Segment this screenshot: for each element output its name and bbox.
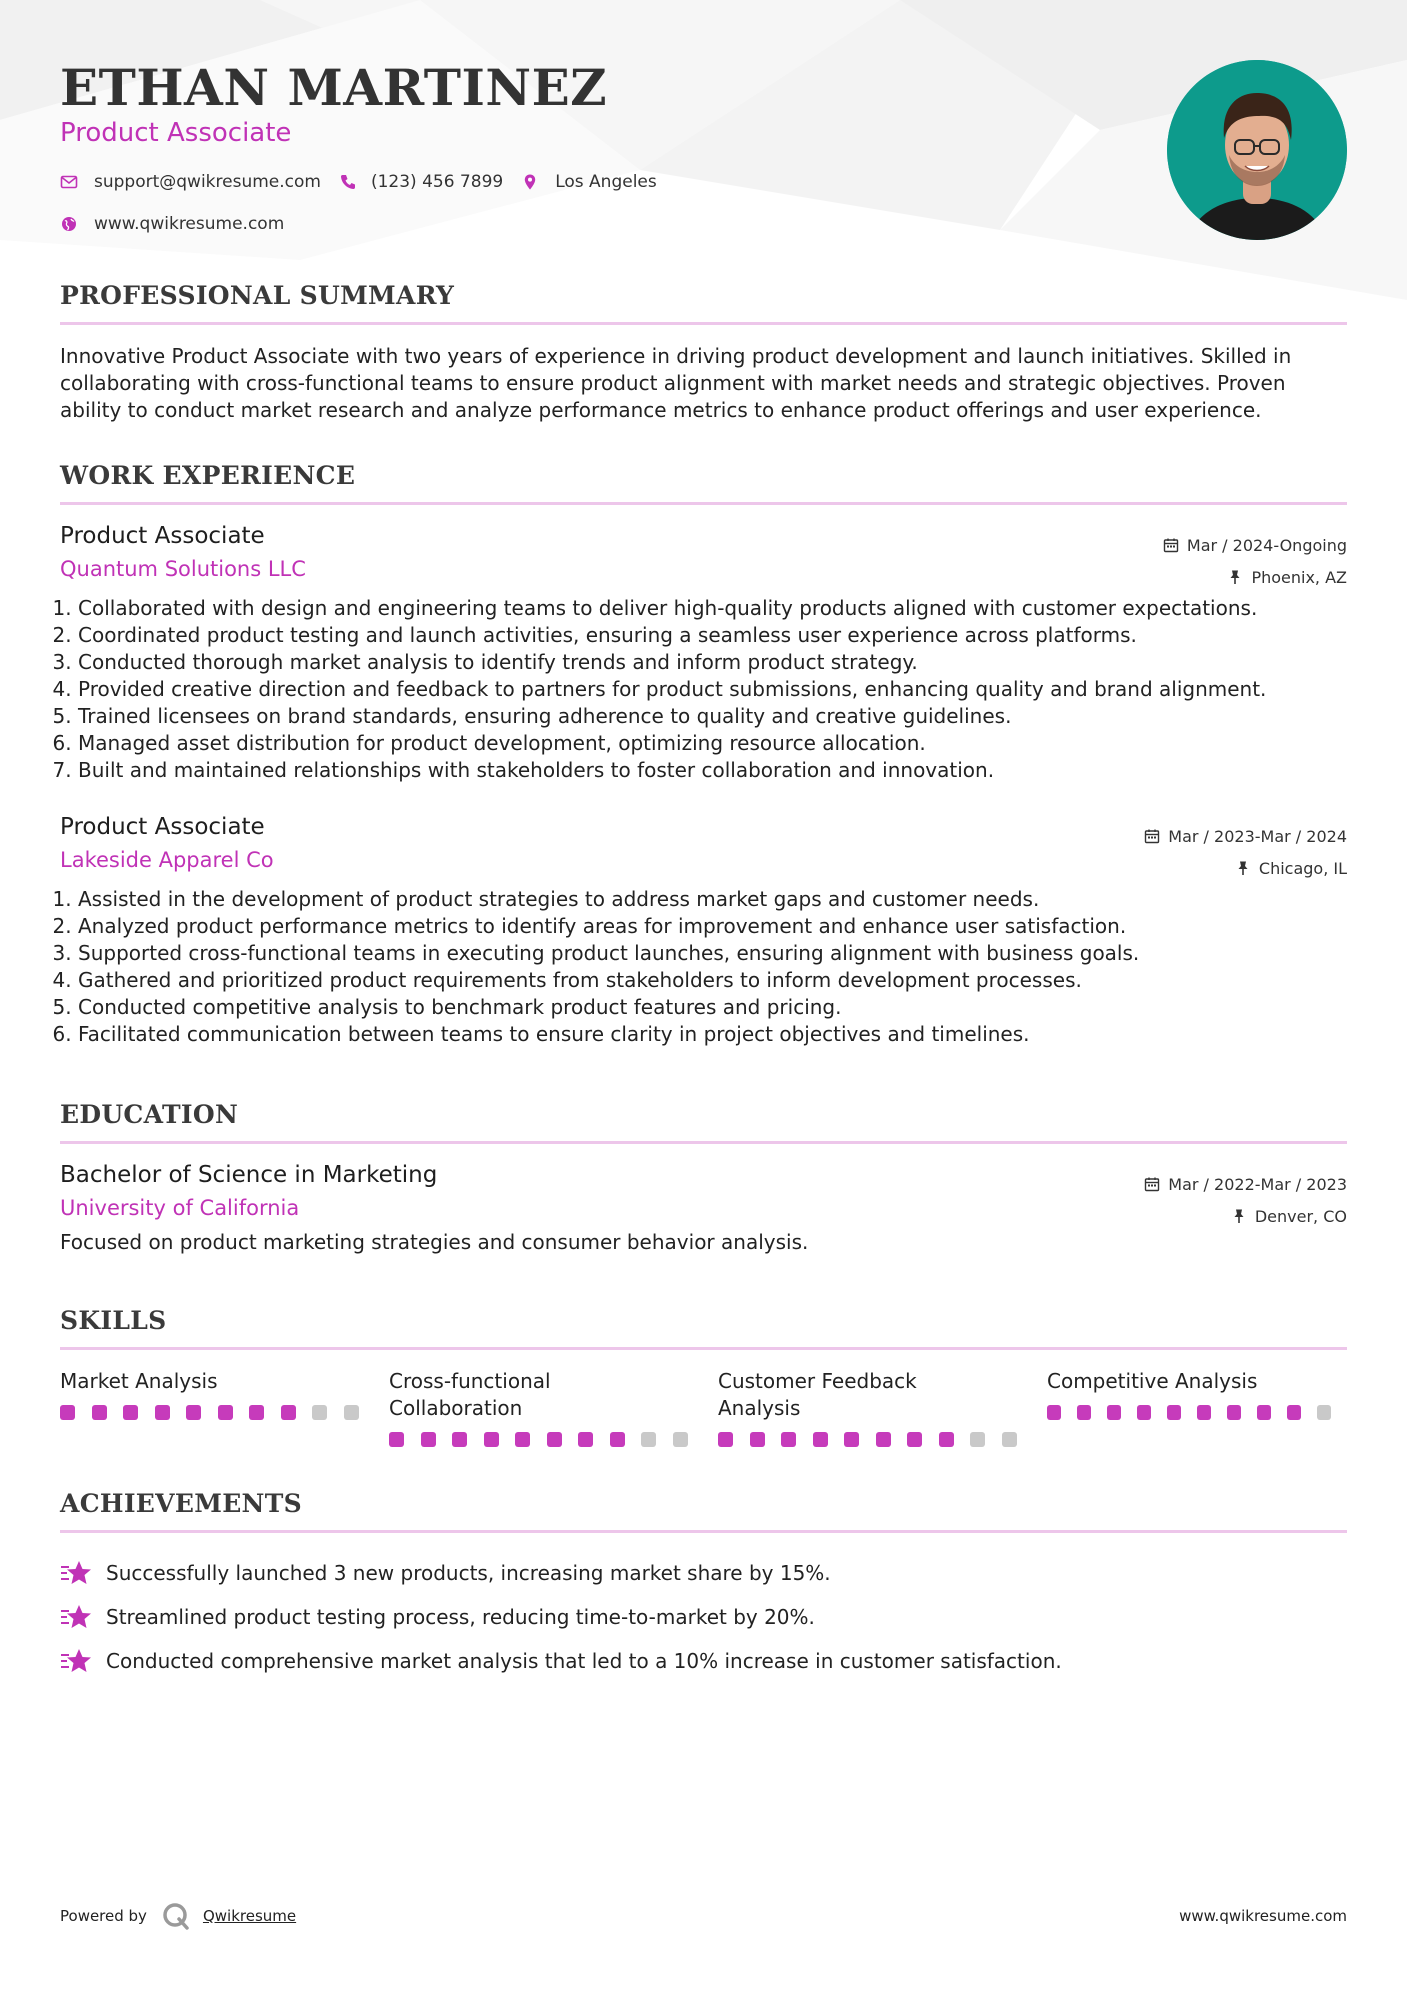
skill-item bbox=[389, 1368, 718, 1447]
rating-dot-empty bbox=[673, 1432, 688, 1447]
list-item: 2. Coordinated product testing and launch activities, ensuring a seamless user experience across platforms. bbox=[78, 622, 1347, 649]
rating-dot-filled bbox=[578, 1432, 593, 1447]
footer-website-link[interactable]: www.qwikresume.com bbox=[1179, 1907, 1347, 1925]
rating-dot-filled bbox=[547, 1432, 562, 1447]
education-location-text: Denver, CO bbox=[1254, 1206, 1347, 1226]
achievement-item bbox=[60, 1595, 1347, 1639]
education-dates-text: Mar / 2022-Mar / 2023 bbox=[1168, 1174, 1347, 1194]
achievement-text: Successfully launched 3 new products, increasing market share by 15%. bbox=[106, 1561, 831, 1585]
calendar-icon bbox=[1144, 1176, 1160, 1192]
section-heading-education: EDUCATION bbox=[60, 1100, 239, 1129]
email-text: support@qwikresume.com bbox=[94, 172, 321, 192]
rating-dot-filled bbox=[844, 1432, 859, 1447]
rating-dot-filled bbox=[610, 1432, 625, 1447]
job-entry bbox=[60, 523, 1347, 784]
list-item: 6. Managed asset distribution for product development, optimizing resource allocation. bbox=[78, 730, 1347, 757]
skill-name: Customer Feedback Analysis bbox=[718, 1369, 917, 1420]
map-pin-icon bbox=[521, 173, 539, 191]
rating-dot-filled bbox=[155, 1405, 170, 1420]
skill-rating bbox=[1047, 1405, 1347, 1420]
education-location bbox=[1144, 1200, 1347, 1232]
job-location bbox=[1163, 561, 1347, 593]
rating-dot-filled bbox=[123, 1405, 138, 1420]
skills-section bbox=[60, 1306, 1347, 1447]
qwikresume-logo-icon bbox=[161, 1901, 191, 1931]
company-name: Lakeside Apparel Co bbox=[60, 848, 274, 872]
rating-dot-empty bbox=[344, 1405, 359, 1420]
section-divider bbox=[60, 502, 1347, 505]
rating-dot-filled bbox=[389, 1432, 404, 1447]
rating-dot-empty bbox=[970, 1432, 985, 1447]
skill-name: Market Analysis bbox=[60, 1369, 218, 1393]
summary-section bbox=[60, 281, 1347, 424]
rating-dot-filled bbox=[1287, 1405, 1301, 1420]
rating-dot-filled bbox=[421, 1432, 436, 1447]
skill-rating bbox=[389, 1432, 718, 1447]
rating-dot-empty bbox=[1002, 1432, 1017, 1447]
experience-section bbox=[60, 461, 1347, 1048]
job-title: Product Associate bbox=[60, 814, 265, 840]
education-description: Focused on product marketing strategies and consumer behavior analysis. bbox=[60, 1230, 809, 1254]
list-item: 5. Trained licensees on brand standards, ensuring adherence to quality and creative guidelines. bbox=[78, 703, 1347, 730]
rating-dot-empty bbox=[641, 1432, 656, 1447]
rating-dot-filled bbox=[515, 1432, 530, 1447]
skill-name: Cross-functional Collaboration bbox=[389, 1369, 551, 1420]
rating-dot-filled bbox=[484, 1432, 499, 1447]
candidate-name: ETHAN MARTINEZ bbox=[60, 58, 608, 117]
skill-item bbox=[60, 1368, 389, 1447]
globe-icon bbox=[60, 215, 78, 233]
list-item: 5. Conducted competitive analysis to benchmark product features and pricing. bbox=[78, 994, 1347, 1021]
rating-dot-filled bbox=[92, 1405, 107, 1420]
degree-title: Bachelor of Science in Marketing bbox=[60, 1162, 438, 1188]
rating-dot-filled bbox=[1227, 1405, 1241, 1420]
job-dates bbox=[1163, 529, 1347, 561]
pushpin-icon bbox=[1227, 569, 1243, 585]
list-item: 1. Collaborated with design and engineering teams to deliver high-quality products aligned with customer expectations. bbox=[78, 595, 1347, 622]
list-item: 3. Conducted thorough market analysis to identify trends and inform product strategy. bbox=[78, 649, 1347, 676]
section-heading-skills: SKILLS bbox=[60, 1306, 167, 1335]
company-name: Quantum Solutions LLC bbox=[60, 557, 306, 581]
education-dates bbox=[1144, 1168, 1347, 1200]
star-badge-icon bbox=[60, 1603, 92, 1631]
job-bullets bbox=[60, 595, 1347, 784]
contact-phone[interactable] bbox=[339, 172, 503, 192]
rating-dot-filled bbox=[750, 1432, 765, 1447]
rating-dot-filled bbox=[781, 1432, 796, 1447]
rating-dot-filled bbox=[718, 1432, 733, 1447]
rating-dot-empty bbox=[1317, 1405, 1331, 1420]
location-text: Los Angeles bbox=[555, 172, 657, 192]
achievement-item bbox=[60, 1551, 1347, 1595]
rating-dot-filled bbox=[939, 1432, 954, 1447]
job-dates-text: Mar / 2024-Ongoing bbox=[1186, 535, 1347, 555]
list-item: 2. Analyzed product performance metrics to identify areas for improvement and enhance user satisfaction. bbox=[78, 913, 1347, 940]
rating-dot-filled bbox=[1137, 1405, 1151, 1420]
list-item: 1. Assisted in the development of product strategies to address market gaps and customer needs. bbox=[78, 886, 1347, 913]
candidate-title: Product Associate bbox=[60, 118, 292, 148]
page-footer bbox=[60, 1896, 1347, 1936]
rating-dot-empty bbox=[312, 1405, 327, 1420]
rating-dot-filled bbox=[186, 1405, 201, 1420]
list-item: 4. Provided creative direction and feedback to partners for product submissions, enhancing quality and brand alignment. bbox=[78, 676, 1347, 703]
skill-item bbox=[718, 1368, 1047, 1447]
contact-website[interactable] bbox=[60, 214, 284, 234]
job-bullets bbox=[60, 886, 1347, 1048]
rating-dot-filled bbox=[60, 1405, 75, 1420]
section-heading-summary: PROFESSIONAL SUMMARY bbox=[60, 281, 455, 310]
phone-icon bbox=[339, 173, 357, 191]
achievements-list bbox=[60, 1551, 1347, 1683]
list-item: 4. Gathered and prioritized product requirements from stakeholders to inform development processes. bbox=[78, 967, 1347, 994]
job-location-text: Phoenix, AZ bbox=[1251, 567, 1347, 587]
section-divider bbox=[60, 1347, 1347, 1350]
achievement-text: Streamlined product testing process, reducing time-to-market by 20%. bbox=[106, 1605, 815, 1629]
summary-text: Innovative Product Associate with two years of experience in driving product development and launch initiatives. Skilled in collaborating with cross-functional teams to ensure product alignment with market needs and strategic objectives. Proven ability to conduct market research and analyze performance metrics to enhance product offerings and user experience. bbox=[60, 344, 1292, 422]
achievement-text: Conducted comprehensive market analysis that led to a 10% increase in customer satisfaction. bbox=[106, 1649, 1062, 1673]
job-dates bbox=[1144, 820, 1347, 852]
job-meta bbox=[1163, 529, 1347, 593]
list-item: 3. Supported cross-functional teams in executing product launches, ensuring alignment with business goals. bbox=[78, 940, 1347, 967]
resume-header bbox=[60, 0, 1347, 250]
job-location-text: Chicago, IL bbox=[1258, 858, 1347, 878]
rating-dot-filled bbox=[1197, 1405, 1211, 1420]
rating-dot-filled bbox=[1257, 1405, 1271, 1420]
skill-item bbox=[1047, 1368, 1347, 1447]
job-meta bbox=[1144, 820, 1347, 884]
rating-dot-filled bbox=[452, 1432, 467, 1447]
rating-dot-filled bbox=[876, 1432, 891, 1447]
website-text: www.qwikresume.com bbox=[94, 214, 285, 234]
rating-dot-filled bbox=[1107, 1405, 1121, 1420]
education-entry bbox=[60, 1162, 1347, 1254]
contact-location bbox=[521, 172, 657, 192]
brand-link[interactable]: Qwikresume bbox=[202, 1907, 297, 1925]
section-heading-achievements: ACHIEVEMENTS bbox=[60, 1489, 302, 1518]
achievements-section bbox=[60, 1489, 1347, 1683]
envelope-icon bbox=[60, 173, 78, 191]
pushpin-icon bbox=[1235, 860, 1251, 876]
skill-rating bbox=[718, 1432, 1047, 1447]
star-badge-icon bbox=[60, 1559, 92, 1587]
star-badge-icon bbox=[60, 1647, 92, 1675]
section-divider bbox=[60, 1141, 1347, 1144]
contact-email[interactable] bbox=[60, 172, 321, 192]
pushpin-icon bbox=[1231, 1208, 1247, 1224]
rating-dot-filled bbox=[907, 1432, 922, 1447]
education-meta bbox=[1144, 1168, 1347, 1232]
rating-dot-filled bbox=[218, 1405, 233, 1420]
rating-dot-filled bbox=[1077, 1405, 1091, 1420]
list-item: 7. Built and maintained relationships with stakeholders to foster collaboration and innovation. bbox=[78, 757, 1347, 784]
section-divider bbox=[60, 1530, 1347, 1533]
contact-row-website bbox=[60, 214, 302, 234]
job-dates-text: Mar / 2023-Mar / 2024 bbox=[1168, 826, 1347, 846]
list-item: 6. Facilitated communication between teams to ensure clarity in project objectives and timelines. bbox=[78, 1021, 1347, 1048]
section-heading-experience: WORK EXPERIENCE bbox=[60, 461, 356, 490]
skills-grid bbox=[60, 1368, 1347, 1447]
job-entry bbox=[60, 814, 1347, 1048]
rating-dot-filled bbox=[281, 1405, 296, 1420]
rating-dot-filled bbox=[1167, 1405, 1181, 1420]
school-name: University of California bbox=[60, 1196, 300, 1220]
job-title: Product Associate bbox=[60, 523, 265, 549]
skill-rating bbox=[60, 1405, 389, 1420]
rating-dot-filled bbox=[1047, 1405, 1061, 1420]
rating-dot-filled bbox=[813, 1432, 828, 1447]
calendar-icon bbox=[1163, 537, 1179, 553]
section-divider bbox=[60, 322, 1347, 325]
education-section bbox=[60, 1100, 1347, 1254]
profile-photo bbox=[1167, 60, 1347, 240]
skill-name: Competitive Analysis bbox=[1047, 1369, 1258, 1393]
rating-dot-filled bbox=[249, 1405, 264, 1420]
calendar-icon bbox=[1144, 828, 1160, 844]
achievement-item bbox=[60, 1639, 1347, 1683]
job-location bbox=[1144, 852, 1347, 884]
phone-text: (123) 456 7899 bbox=[370, 172, 504, 192]
contact-row bbox=[60, 172, 675, 192]
powered-by-label: Powered by bbox=[60, 1907, 147, 1925]
